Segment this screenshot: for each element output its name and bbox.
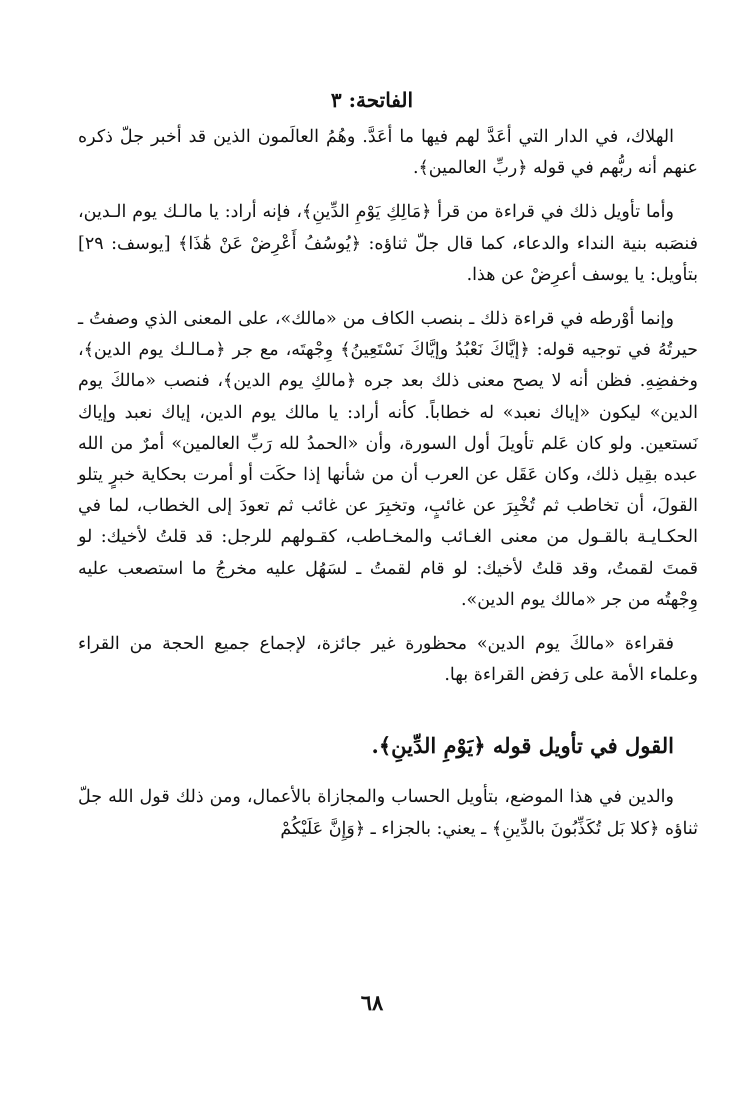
- page-number: ٦٨: [360, 990, 384, 1015]
- paragraph: فقراءة «مالكَ يوم الدين» محظورة غير جائزة، لإجماع جميع الحجة من القراء وعلماء الأمة على رَفض القراءة بها.: [78, 634, 698, 686]
- page-body: [78, 122, 698, 858]
- paragraph: وإنما أوْرطه في قراءة ذلك ـ بنصب الكاف من «مالك»، على المعنى الذي وصفتُ ـ حيرتُهُ في توجيه قوله: ﴿إيَّاكَ نَعْبُدُ وإيَّاكَ نَسْتَعِينُ﴾ وِجْهتَه، مع جر ﴿مـالـك يوم الدين﴾، وخفضِهِ. فظن أنه لا يصح معنى ذلك بعد جره ﴿مالكِ يوم الدين﴾، فنصب «مالكَ يوم الدين» ليكون «إياك نعبد» له خطاباً. كأنه أراد: يا مالك يوم الدين، إياك نعبد وإياك نَستعين. ولو كان عَلم تأويلَ أول السورة، وأن «الحمدُ لله رَبِّ العالمين» أمرٌ من الله عبده بقِيل ذلك، وكان عَقَل عن العرب أن من شأنها إذا حكَت أو أمرت بحكاية خبرٍ يتلو القولَ، أن تخاطب ثم تُخْبِرَ عن غائبٍ، وتخبِرَ عن غائب ثم تعودَ إلى الخطاب، لما في الحكـايـة بالقـول من معنى الغـائب والمخـاطب، كقـولهم للرجل: قد قلتُ لأخيك: لو قمتَ لقمتُ، وقد قلتُ لأخيك: لو قام لقمتُ ـ لسَهُل عليه مخرجُ ما استصعب عليه وِجْهتُه من جر «مالك يوم الدين».: [78, 309, 698, 610]
- paragraph: والدين في هذا الموضع، بتأويل الحساب والمجازاة بالأعمال، ومن ذلك قول الله جلّ ثناؤه ﴿كلا بَل تُكَذِّبُونَ بالدِّينِ﴾ ـ يعني: بالجزاء ـ ﴿وَإِنَّ عَلَيْكُمْ: [78, 787, 698, 839]
- section-heading: القول في تأويل قوله ﴿يَوْمِ الدِّينِ﴾.: [371, 733, 674, 759]
- paragraph: الهلاك، في الدار التي أعَدَّ لهم فيها ما أعَدَّ. وهُمُ العالَمون الذين قد أخبر جلّ ذكره عنهم أنه ربُّهم في قوله ﴿ربِّ العالمين﴾.: [78, 127, 698, 179]
- paragraph: وأما تأويل ذلك في قراءة من قرأ ﴿مَالِكِ يَوْمِ الدِّينِ﴾، فإنه أراد: يا مالـك يوم الـدين، فنصَبه بنية النداء والدعاء، كما قال جلّ ثناؤه: ﴿يُوسُفُ أَعْرِضْ عَنْ هَٰذَا﴾ [يوسف: ٢٩] بتأويل: يا يوسف أعرِضْ عن هذا.: [78, 202, 698, 285]
- running-header: الفاتحة: ٣: [330, 88, 414, 112]
